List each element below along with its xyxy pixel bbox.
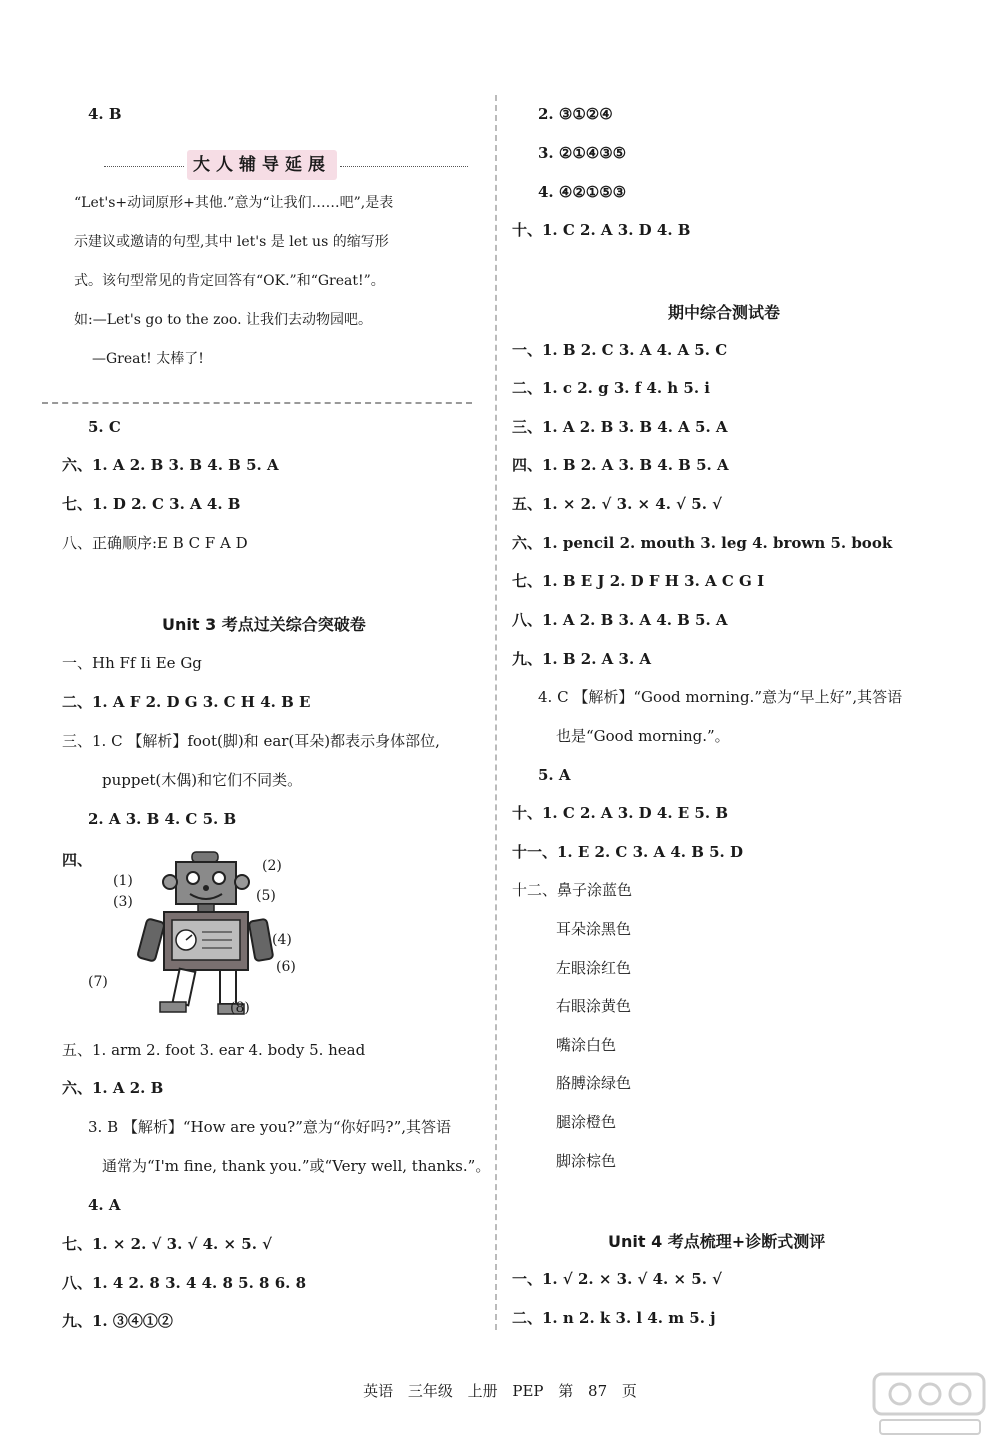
answer-line: 4. ④②①⑤③: [538, 183, 627, 201]
answer-line: 七、1. × 2. √ 3. √ 4. × 5. √: [62, 1235, 273, 1253]
answer-line: 胳膊涂绿色: [556, 1074, 632, 1092]
answer-line: 八、1. 4 2. 8 3. 4 4. 8 5. 8 6. 8: [62, 1274, 307, 1292]
section-title-midterm: 期中综合测试卷: [668, 303, 781, 322]
robot-label: (3): [113, 894, 133, 910]
answer-line: 右眼涂黄色: [556, 997, 632, 1015]
robot-label: (8): [230, 1000, 250, 1016]
answer-line: 六、1. pencil 2. mouth 3. leg 4. brown 5. book: [512, 534, 893, 552]
answer-line: 腿涂橙色: [556, 1113, 617, 1131]
robot-label: (1): [113, 873, 133, 889]
answer-line: 三、1. A 2. B 3. B 4. A 5. A: [512, 418, 728, 436]
answer-line: 五、1. arm 2. foot 3. ear 4. body 5. head: [62, 1041, 366, 1059]
answer-line: 十、1. C 2. A 3. D 4. E 5. B: [512, 804, 728, 822]
answer-line: 九、1. B 2. A 3. A: [512, 650, 652, 668]
robot-label: (7): [88, 974, 108, 990]
answer-line: 3. ②①④③⑤: [538, 144, 627, 162]
robot-label: (6): [276, 959, 296, 975]
box-title: 大人辅导延展: [187, 150, 337, 180]
answer-line: 十二、鼻子涂蓝色: [512, 881, 633, 899]
answer-line: 七、1. D 2. C 3. A 4. B: [62, 495, 241, 513]
answer-line: 四、: [62, 851, 93, 869]
answer-line: 八、正确顺序:E B C F A D: [62, 534, 248, 552]
answer-line: 七、1. B E J 2. D F H 3. A C G I: [512, 572, 765, 590]
robot-label: (5): [256, 888, 276, 904]
box-text-line: 如:—Let's go to the zoo. 让我们去动物园吧。: [74, 312, 373, 328]
box-header: [42, 150, 472, 180]
answer-line: 六、1. A 2. B: [62, 1079, 164, 1097]
dotted-rule: [340, 166, 468, 167]
robot-label: (4): [272, 932, 292, 948]
answer-line: 一、1. B 2. C 3. A 4. A 5. C: [512, 341, 728, 359]
column-divider: [495, 95, 497, 1330]
box-text-line: “Let's+动词原形+其他.”意为“让我们……吧”,是表: [74, 195, 394, 211]
answer-line: 二、1. c 2. g 3. f 4. h 5. i: [512, 379, 710, 397]
answer-line: 十、1. C 2. A 3. D 4. B: [512, 221, 691, 239]
section-title-unit3: Unit 3 考点过关综合突破卷: [162, 615, 366, 634]
answer-line: 六、1. A 2. B 3. B 4. B 5. A: [62, 456, 279, 474]
watermark-logo: [870, 1370, 990, 1440]
answer-line: 四、1. B 2. A 3. B 4. B 5. A: [512, 456, 729, 474]
answer-line: 通常为“I'm fine, thank you.”或“Very well, thanks.”。: [102, 1157, 491, 1175]
answer-line: 4. C 【解析】“Good morning.”意为“早上好”,其答语: [538, 688, 903, 706]
section-title-unit4: Unit 4 考点梳理+诊断式测评: [608, 1232, 826, 1251]
answer-line: 也是“Good morning.”。: [556, 727, 730, 745]
watermark-icon: [870, 1370, 990, 1440]
box-text-line: —Great! 太棒了!: [92, 351, 204, 367]
answer-line: 一、1. √ 2. × 3. √ 4. × 5. √: [512, 1270, 723, 1288]
answer-line: 耳朵涂黑色: [556, 920, 632, 938]
answer-line: 一、Hh Ff Ii Ee Gg: [62, 654, 202, 672]
robot-label: (2): [262, 858, 282, 874]
answer-line: 5. C: [88, 418, 121, 436]
tutor-extension-box: [42, 140, 472, 404]
answer-line: 3. B 【解析】“How are you?”意为“你好吗?”,其答语: [88, 1118, 452, 1136]
answer-line: 脚涂棕色: [556, 1152, 617, 1170]
answer-line: 左眼涂红色: [556, 959, 632, 977]
answer-line: 八、1. A 2. B 3. A 4. B 5. A: [512, 611, 728, 629]
box-text-line: 示建议或邀请的句型,其中 let's 是 let us 的缩写形: [74, 234, 389, 250]
answer-line: 5. A: [538, 766, 571, 784]
dotted-rule: [104, 166, 184, 167]
answer-line: 4. B: [88, 105, 122, 123]
answer-line: puppet(木偶)和它们不同类。: [102, 771, 303, 789]
answer-line: 十一、1. E 2. C 3. A 4. B 5. D: [512, 843, 743, 861]
answer-line: 五、1. × 2. √ 3. × 4. √ 5. √: [512, 495, 723, 513]
answer-line: 嘴涂白色: [556, 1036, 617, 1054]
answer-line: 2. ③①②④: [538, 105, 613, 123]
answer-line: 2. A 3. B 4. C 5. B: [88, 810, 237, 828]
answer-line: 二、1. n 2. k 3. l 4. m 5. j: [512, 1309, 716, 1327]
answer-line: 三、1. C 【解析】foot(脚)和 ear(耳朵)都表示身体部位,: [62, 732, 440, 750]
box-text-line: 式。该句型常见的肯定回答有“OK.”和“Great!”。: [74, 273, 385, 289]
page-footer: 英语 三年级 上册 PEP 第 87 页: [363, 1382, 637, 1400]
answer-line: 二、1. A F 2. D G 3. C H 4. B E: [62, 693, 311, 711]
answer-line: 九、1. ③④①②: [62, 1312, 173, 1330]
answer-line: 4. A: [88, 1196, 121, 1214]
